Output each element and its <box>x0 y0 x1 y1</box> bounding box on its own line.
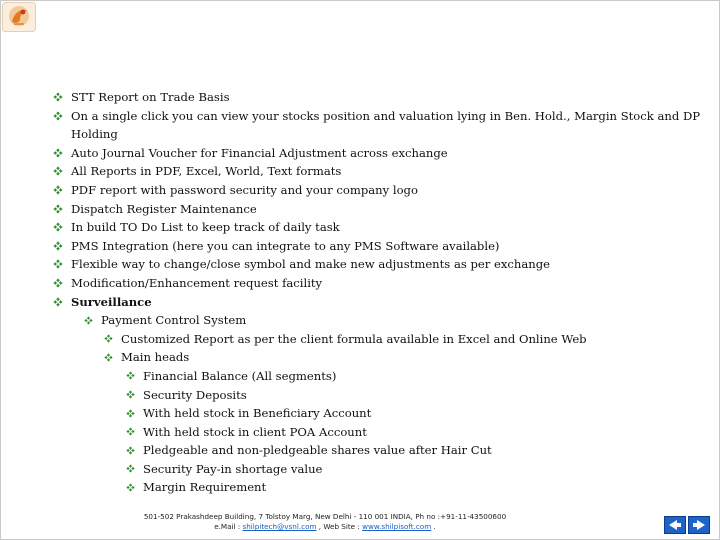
bullet <box>52 162 64 180</box>
diamond-bullet-icon <box>104 353 113 362</box>
list-item-text: With held stock in Beneficiary Account <box>143 406 372 421</box>
diamond-bullet-icon <box>104 334 113 343</box>
website-link[interactable]: www.shilpisoft.com <box>362 522 432 531</box>
footer-address: 501-502 Prakashdeep Building, 7 Tolstoy Marg, New Delhi - 110 001 INDIA, Ph no :+91-11-43500600 <box>143 512 507 521</box>
list-item-text: Flexible way to change/close symbol and make new adjustments as per exchange <box>71 257 551 272</box>
list-item <box>52 255 702 274</box>
bullet <box>102 348 114 366</box>
bullet <box>52 218 64 236</box>
diamond-bullet-icon <box>53 259 63 269</box>
bullet <box>52 274 64 292</box>
list-item-text: Financial Balance (All segments) <box>143 368 337 383</box>
diamond-bullet-icon <box>53 92 63 102</box>
diamond-bullet-icon <box>126 427 135 436</box>
next-slide-button[interactable] <box>688 516 710 534</box>
company-logo-icon <box>2 2 36 32</box>
diamond-bullet-icon <box>126 446 135 455</box>
list-item-text: Surveillance <box>71 294 152 309</box>
bullet <box>124 460 136 478</box>
list-item <box>102 330 702 349</box>
feature-list <box>52 88 702 497</box>
list-item-text: On a single click you can view your stocks position and valuation lying in Ben. Hold., Margin Stock and DP <box>71 108 701 123</box>
previous-slide-button[interactable] <box>664 516 686 534</box>
bullet <box>124 423 136 441</box>
list-item-text: Modification/Enhancement request facility <box>71 275 323 290</box>
list-item <box>124 478 702 497</box>
diamond-bullet-icon <box>53 148 63 158</box>
list-item <box>124 386 702 405</box>
diamond-bullet-icon <box>53 241 63 251</box>
list-item <box>52 200 702 219</box>
bullet <box>52 107 64 125</box>
arrow-left-icon <box>667 519 683 531</box>
list-item-continuation: Holding <box>71 127 118 142</box>
diamond-bullet-icon <box>126 371 135 380</box>
bullet <box>124 441 136 459</box>
bullet <box>124 478 136 496</box>
list-item-text: PMS Integration (here you can integrate to any PMS Software available) <box>71 238 500 253</box>
list-item <box>52 293 702 312</box>
diamond-bullet-icon <box>53 222 63 232</box>
diamond-bullet-icon <box>84 316 93 325</box>
diamond-bullet-icon <box>53 278 63 288</box>
bullet <box>102 330 114 348</box>
diamond-bullet-icon <box>126 409 135 418</box>
list-item <box>52 218 702 237</box>
list-item <box>52 107 702 144</box>
list-item-text: Security Deposits <box>143 387 247 402</box>
arrow-right-icon <box>691 519 707 531</box>
diamond-bullet-icon <box>126 483 135 492</box>
list-item <box>52 88 702 107</box>
bullet <box>124 404 136 422</box>
list-item <box>102 348 702 367</box>
bullet <box>52 88 64 106</box>
list-item-text: PDF report with password security and your company logo <box>71 182 418 197</box>
slide-navigation <box>664 516 710 534</box>
list-item-text: With held stock in client POA Account <box>143 424 367 439</box>
list-item-text: Dispatch Register Maintenance <box>71 201 257 216</box>
email-link[interactable]: shilpitech@vsnl.com <box>242 522 317 531</box>
diamond-bullet-icon <box>126 464 135 473</box>
list-item <box>52 274 702 293</box>
list-item <box>52 237 702 256</box>
diamond-bullet-icon <box>126 390 135 399</box>
bullet <box>82 311 94 329</box>
list-item-text: Main heads <box>121 350 190 365</box>
diamond-bullet-icon <box>53 297 63 307</box>
list-item <box>82 311 702 330</box>
footer-contact <box>90 522 560 532</box>
bullet <box>124 367 136 385</box>
list-item-text: All Reports in PDF, Excel, World, Text formats <box>71 164 342 179</box>
list-item-text: STT Report on Trade Basis <box>71 90 230 104</box>
bullet <box>52 293 64 311</box>
bullet <box>52 255 64 273</box>
list-item <box>124 404 702 423</box>
list-item-text: Auto Journal Voucher for Financial Adjustment across exchange <box>71 145 448 160</box>
list-item <box>124 367 702 386</box>
list-item <box>124 441 702 460</box>
footer-email-label: e.Mail : <box>214 522 243 531</box>
list-item-text: Payment Control System <box>101 313 247 328</box>
diamond-bullet-icon <box>53 111 63 121</box>
diamond-bullet-icon <box>53 204 63 214</box>
diamond-bullet-icon <box>53 166 63 176</box>
bullet <box>52 200 64 218</box>
footer <box>90 512 560 532</box>
list-item-text: Security Pay-in shortage value <box>143 461 323 476</box>
list-item-text: Margin Requirement <box>143 480 267 495</box>
diamond-bullet-icon <box>53 185 63 195</box>
list-item <box>124 460 702 479</box>
bullet <box>52 144 64 162</box>
footer-end: . <box>431 522 436 531</box>
bullet <box>52 181 64 199</box>
list-item-text: In build TO Do List to keep track of daily task <box>71 220 340 235</box>
list-item <box>124 423 702 442</box>
list-item <box>52 162 702 181</box>
list-item <box>52 144 702 163</box>
footer-web-label: , Web Site : <box>316 522 363 531</box>
bullet <box>124 386 136 404</box>
list-item-text: Pledgeable and non-pledgeable shares value after Hair Cut <box>143 443 492 458</box>
list-item-text: Customized Report as per the client formula available in Excel and Online Web <box>121 331 587 346</box>
list-item <box>52 181 702 200</box>
bullet <box>52 237 64 255</box>
